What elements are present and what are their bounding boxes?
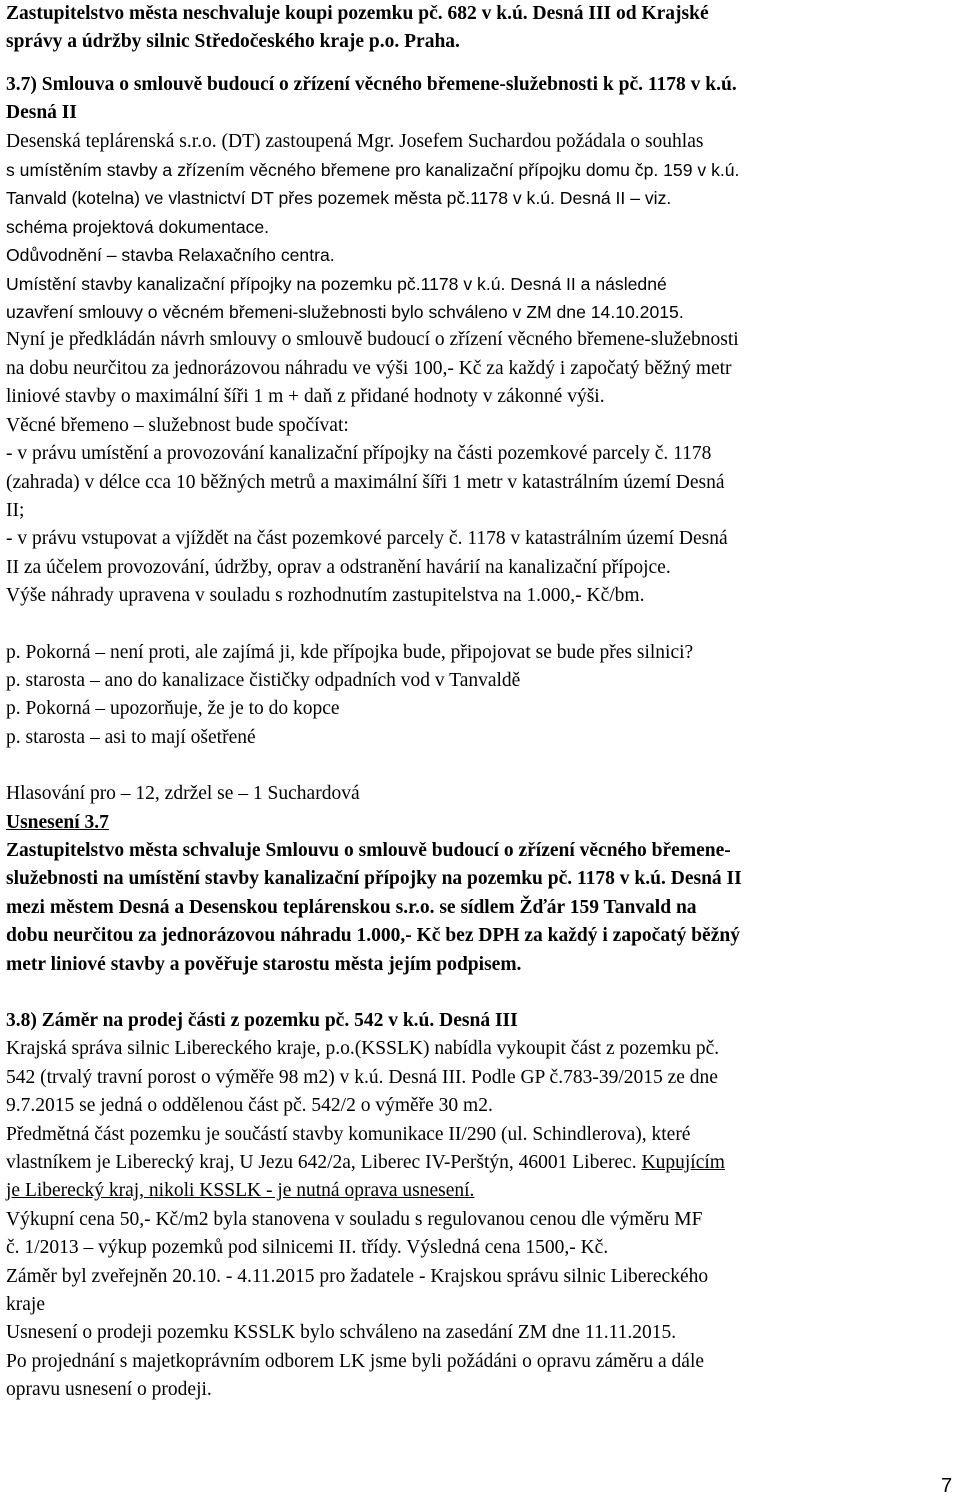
- paragraph-line: Výkupní cena 50,- Kč/m2 byla stanovena v souladu s regulovanou cenou dle výměru MF: [6, 1208, 703, 1230]
- section-3-8-para2: [6, 1121, 956, 1206]
- paragraph-line: na dobu neurčitou za jednorázovou náhradu ve výši 100,- Kč za každý i započatý běžný metr: [6, 357, 732, 379]
- document-page: [6, 0, 956, 1405]
- section-3-7-body: [6, 326, 956, 610]
- resolution-line: služebnosti na umístění stavby kanalizační přípojky na pozemku pč. 1178 v k.ú. Desná II: [6, 868, 742, 890]
- section-3-8-para1: [6, 1035, 956, 1120]
- resolution-line: mezi městem Desná a Desenskou teplárenskou s.r.o. se sídlem Žďár 159 Tanvald na: [6, 896, 697, 918]
- paragraph-line: - v právu vstupovat a vjíždět na část pozemkové parcely č. 1178 v katastrálním území Desná: [6, 528, 728, 550]
- vote-result: Hlasování pro – 12, zdržel se – 1 Suchardová: [6, 783, 360, 805]
- paragraph-line: Desenská teplárenská s.r.o. (DT) zastoupená Mgr. Josefem Suchardou požádala o souhlas: [6, 130, 704, 152]
- resolution-line: dobu neurčitou za jednorázovou náhradu 1.000,- Kč bez DPH za každý i započatý běžný: [6, 925, 740, 947]
- underlined-text: Kupujícím: [641, 1152, 725, 1174]
- paragraph-line: Výše náhrady upravena v souladu s rozhodnutím zastupitelstva na 1.000,- Kč/bm.: [6, 585, 645, 607]
- discussion-line: p. Pokorná – upozorňuje, že je to do kopce: [6, 698, 340, 720]
- discussion-line: p. Pokorná – není proti, ale zajímá ji, kde přípojka bude, připojovat se bude přes silnici?: [6, 641, 694, 663]
- resolution-line: metr liniové stavby a pověřuje starostu města jejím podpisem.: [6, 953, 522, 975]
- section-heading-3-8: 3.8) Záměr na prodej části z pozemku pč. 542 v k.ú. Desná III: [6, 1010, 518, 1031]
- heading-line: 3.7) Smlouva o smlouvě budoucí o zřízení věcného břemene-služebnosti k pč. 1178 v k.ú.: [6, 73, 737, 95]
- paragraph-line: II;: [6, 499, 25, 521]
- paragraph-line: (zahrada) v délce cca 10 běžných metrů a maximální šíři 1 metr v katastrálním území Desná: [6, 471, 725, 493]
- paragraph-line: uzavření smlouvy o věcném břemeni-služebnosti bylo schváleno v ZM dne 14.10.2015.: [6, 302, 684, 323]
- resolution-line: Zastupitelstvo města schvaluje Smlouvu o smlouvě budoucí o zřízení věcného břemene-: [6, 839, 731, 861]
- resolution-3-7: [6, 837, 956, 979]
- paragraph-line: 9.7.2015 se jedná o oddělenou část pč. 542/2 o výměře 30 m2.: [6, 1095, 493, 1117]
- paragraph-line: s umístěním stavby a zřízením věcného břemene pro kanalizační přípojku domu čp. 159 v k.ú.: [6, 160, 740, 181]
- section-3-7-discussion: [6, 639, 956, 753]
- paragraph-line: 542 (trvalý travní porost o výměře 98 m2) v k.ú. Desná III. Podle GP č.783-39/2015 ze dne: [6, 1066, 718, 1088]
- underlined-text: je Liberecký kraj, nikoli KSSLK - je nutná oprava usnesení.: [6, 1180, 475, 1202]
- paragraph-line: opravu usnesení o prodeji.: [6, 1379, 212, 1401]
- discussion-line: p. starosta – ano do kanalizace čističky odpadních vod v Tanvaldě: [6, 669, 521, 691]
- discussion-line: p. starosta – asi to mají ošetřené: [6, 726, 256, 748]
- paragraph-line: Věcné břemeno – služebnost bude spočívat:: [6, 414, 349, 436]
- paragraph-line: Záměr byl zveřejněn 20.10. - 4.11.2015 pro žadatele - Krajskou správu silnic Libereckého: [6, 1265, 709, 1287]
- section-3-7-intro: [6, 128, 956, 327]
- text-run: vlastníkem je Liberecký kraj, U Jezu 642/2a, Liberec IV-Perštýn, 46001 Liberec.: [6, 1152, 642, 1174]
- section-3-8-para3: [6, 1206, 956, 1405]
- resolution-line: správy a údržby silnic Středočeského kraje p.o. Praha.: [6, 31, 460, 53]
- paragraph-line: Tanvald (kotelna) ve vlastnictví DT přes pozemek města pč.1178 v k.ú. Desná II – viz.: [6, 188, 672, 209]
- paragraph-line: Umístění stavby kanalizační přípojky na pozemku pč.1178 v k.ú. Desná II a následné: [6, 273, 667, 294]
- paragraph-line: Po projednání s majetkoprávním odborem LK jsme byli požádáni o opravu záměru a dále: [6, 1350, 705, 1372]
- paragraph-line: Nyní je předkládán návrh smlouvy o smlouvě budoucí o zřízení věcného břemene-služebnosti: [6, 329, 739, 351]
- resolution-title: Usnesení 3.7: [6, 811, 109, 833]
- paragraph-line: kraje: [6, 1294, 45, 1316]
- paragraph-line: Krajská správa silnic Libereckého kraje, p.o.(KSSLK) nabídla vykoupit část z pozemku pč.: [6, 1038, 720, 1060]
- paragraph-line: [6, 1149, 956, 1177]
- section-heading-3-7: [6, 71, 956, 128]
- paragraph-line: II za účelem provozování, údržby, oprav a odstranění havárií na kanalizační přípojce.: [6, 556, 671, 578]
- paragraph-line: Usnesení o prodeji pozemku KSSLK bylo schváleno na zasedání ZM dne 11.11.2015.: [6, 1322, 677, 1344]
- resolution-3-6: [6, 0, 956, 57]
- paragraph-line: - v právu umístění a provozování kanalizační přípojky na části pozemkové parcely č. 1178: [6, 443, 712, 465]
- paragraph-line: schéma projektová dokumentace.: [6, 216, 270, 237]
- heading-line: Desná II: [6, 102, 77, 124]
- paragraph-line: Předmětná část pozemku je součástí stavby komunikace II/290 (ul. Schindlerova), které: [6, 1123, 691, 1145]
- page-number: 7: [941, 1475, 953, 1497]
- paragraph-line: č. 1/2013 – výkup pozemků pod silnicemi II. třídy. Výsledná cena 1500,- Kč.: [6, 1237, 609, 1259]
- paragraph-line: Odůvodnění – stavba Relaxačního centra.: [6, 245, 335, 266]
- paragraph-line: liniové stavby o maximální šíři 1 m + daň z přidané hodnoty v zákonné výši.: [6, 386, 605, 408]
- resolution-line: Zastupitelstvo města neschvaluje koupi pozemku pč. 682 v k.ú. Desná III od Krajské: [6, 3, 709, 24]
